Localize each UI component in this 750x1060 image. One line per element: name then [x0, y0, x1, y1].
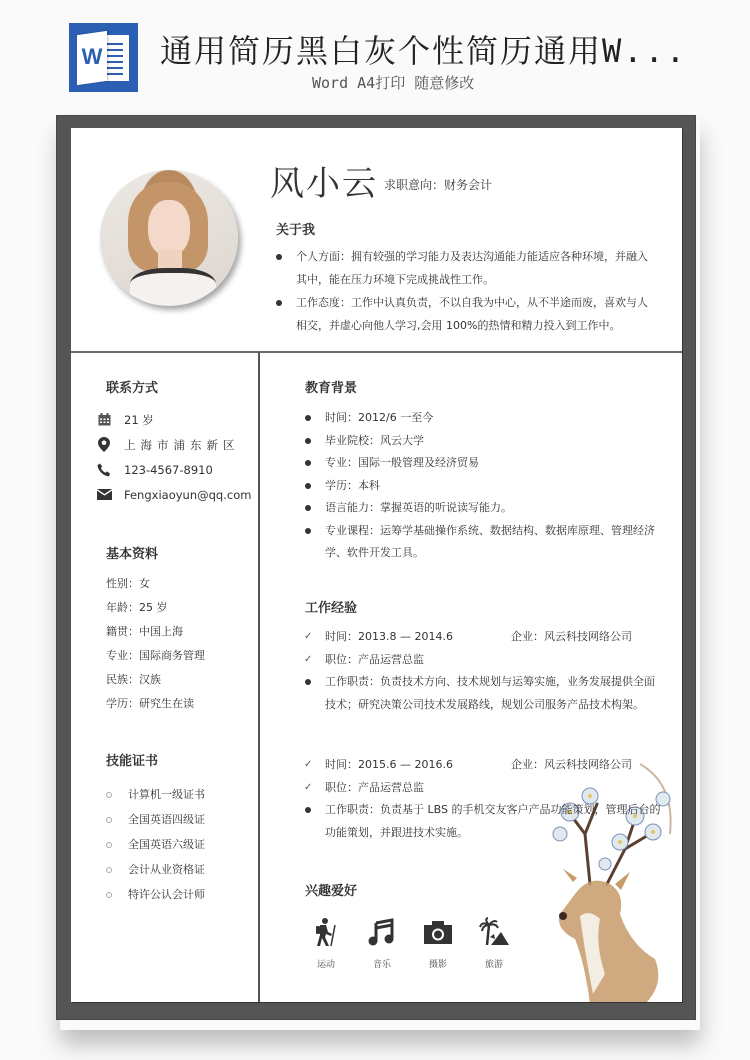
hollow-bullet-icon	[106, 842, 112, 848]
work-experience-title: 工作经验	[305, 601, 358, 616]
education-item: 时间：2012/6 一至今	[305, 407, 665, 430]
work-time: ✓ 时间：2015.6 — 2016.6 企业：风云科技网络公司	[305, 754, 665, 777]
location-pin-icon	[96, 437, 112, 453]
check-icon: ✓	[304, 631, 313, 642]
word-letter: W	[81, 44, 103, 69]
template-subtitle: Word A4打印 随意修改	[312, 74, 475, 92]
basic-hometown: 籍贯：中国上海	[106, 625, 183, 638]
check-icon: ✓	[304, 653, 313, 665]
bullet-icon	[305, 483, 311, 489]
contact-title: 联系方式	[106, 381, 159, 396]
work-duty: 工作职责：负责技术方向、技术规划与运筹实施，业务发展提供全面技术；研究决策公司技术发展路线，规划公司服务产品技术构架。	[305, 671, 665, 716]
education-item: 学历：本科	[305, 475, 665, 498]
education-item: 专业课程：运筹学基础操作系统、数据结构、数据库原理、管理经济学、软件开发工具。	[305, 520, 665, 565]
hollow-bullet-icon	[106, 867, 112, 873]
basic-major: 专业：国际商务管理	[106, 649, 205, 662]
word-icon	[69, 23, 138, 92]
education-title: 教育背景	[305, 381, 358, 396]
bullet-icon	[305, 807, 311, 813]
contact-address: 上海市浦东新区	[96, 432, 266, 457]
hobby-travel: 旅游	[468, 917, 520, 970]
work-company: 企业：风云科技网络公司	[511, 758, 632, 771]
hobbies-title: 兴趣爱好	[305, 884, 358, 899]
basic-age: 年龄：25 岁	[106, 601, 168, 614]
work-entry-1	[305, 626, 665, 716]
education-list	[305, 407, 665, 565]
basic-info-list	[106, 572, 205, 716]
skill-item: 计算机一级证书	[106, 782, 205, 807]
template-banner	[0, 0, 750, 110]
mail-icon	[96, 487, 112, 503]
basic-education: 学历：研究生在读	[106, 697, 194, 710]
skill-item: 会计从业资格证	[106, 857, 205, 882]
bullet-icon	[305, 438, 311, 444]
bullet-icon	[305, 415, 311, 421]
template-title: 通用简历黑白灰个性简历通用W...	[160, 32, 688, 70]
work-position: ✓ 职位：产品运营总监	[305, 777, 665, 800]
about-list	[276, 245, 656, 337]
basic-info-title: 基本资料	[106, 547, 159, 562]
bullet-icon	[305, 528, 311, 534]
phone-icon	[96, 462, 112, 478]
hollow-bullet-icon	[106, 817, 112, 823]
skills-title: 技能证书	[106, 754, 159, 769]
bullet-icon	[305, 505, 311, 511]
candidate-name: 风小云	[270, 164, 378, 204]
about-item: 个人方面：拥有较强的学习能力及表达沟通能力能适应各种环境，并融入其中，能在压力环境下完成挑战性工作。	[276, 245, 656, 291]
hobby-photography: 摄影	[412, 917, 464, 970]
basic-gender: 性别：女	[106, 577, 150, 590]
work-duty: 工作职责：负责基于 LBS 的手机交友客户产品功能策划，管理后台的功能策划，并跟进技术实施。	[305, 799, 665, 844]
check-icon: ✓	[304, 759, 313, 770]
hobby-music: 音乐	[356, 917, 408, 970]
bullet-icon	[276, 254, 282, 260]
skills-list	[106, 782, 205, 907]
hobby-sports: 运动	[300, 917, 352, 970]
hobbies-list	[300, 917, 524, 970]
skill-item: 特许公认会计师	[106, 882, 205, 907]
hollow-bullet-icon	[106, 892, 112, 898]
skill-item: 全国英语六级证	[106, 832, 205, 857]
work-time: ✓ 时间：2013.8 — 2014.6 企业：风云科技网络公司	[305, 626, 665, 649]
beach-travel-icon	[479, 917, 509, 947]
right-column	[260, 352, 682, 1002]
calendar-icon	[96, 412, 112, 428]
work-position: ✓ 职位：产品运营总监	[305, 649, 665, 672]
job-intent: 求职意向：财务会计	[384, 178, 493, 192]
contact-email: Fengxiaoyun@qq.com	[96, 482, 266, 507]
about-title: 关于我	[276, 223, 316, 238]
skill-item: 全国英语四级证	[106, 807, 205, 832]
contact-age: 21 岁	[96, 407, 266, 432]
music-note-icon	[367, 917, 397, 947]
camera-icon	[423, 917, 453, 947]
hollow-bullet-icon	[106, 792, 112, 798]
work-entry-2	[305, 754, 665, 844]
check-icon: ✓	[304, 781, 313, 793]
bullet-icon	[305, 460, 311, 466]
profile-photo	[100, 170, 238, 306]
contact-phone: 123-4567-8910	[96, 457, 266, 482]
work-company: 企业：风云科技网络公司	[511, 630, 632, 643]
education-item: 毕业院校：风云大学	[305, 430, 665, 453]
education-item: 专业：国际一般管理及经济贸易	[305, 452, 665, 475]
contact-list	[96, 407, 266, 507]
bullet-icon	[305, 679, 311, 685]
bullet-icon	[276, 300, 282, 306]
basic-ethnicity: 民族：汉族	[106, 673, 161, 686]
hiking-icon	[311, 917, 341, 947]
education-item: 语言能力：掌握英语的听说读写能力。	[305, 497, 665, 520]
about-item: 工作态度：工作中认真负责，不以自我为中心，从不半途而废，喜欢与人相交，并虚心向他人学习,会用 100%的热情和精力投入到工作中。	[276, 291, 656, 337]
